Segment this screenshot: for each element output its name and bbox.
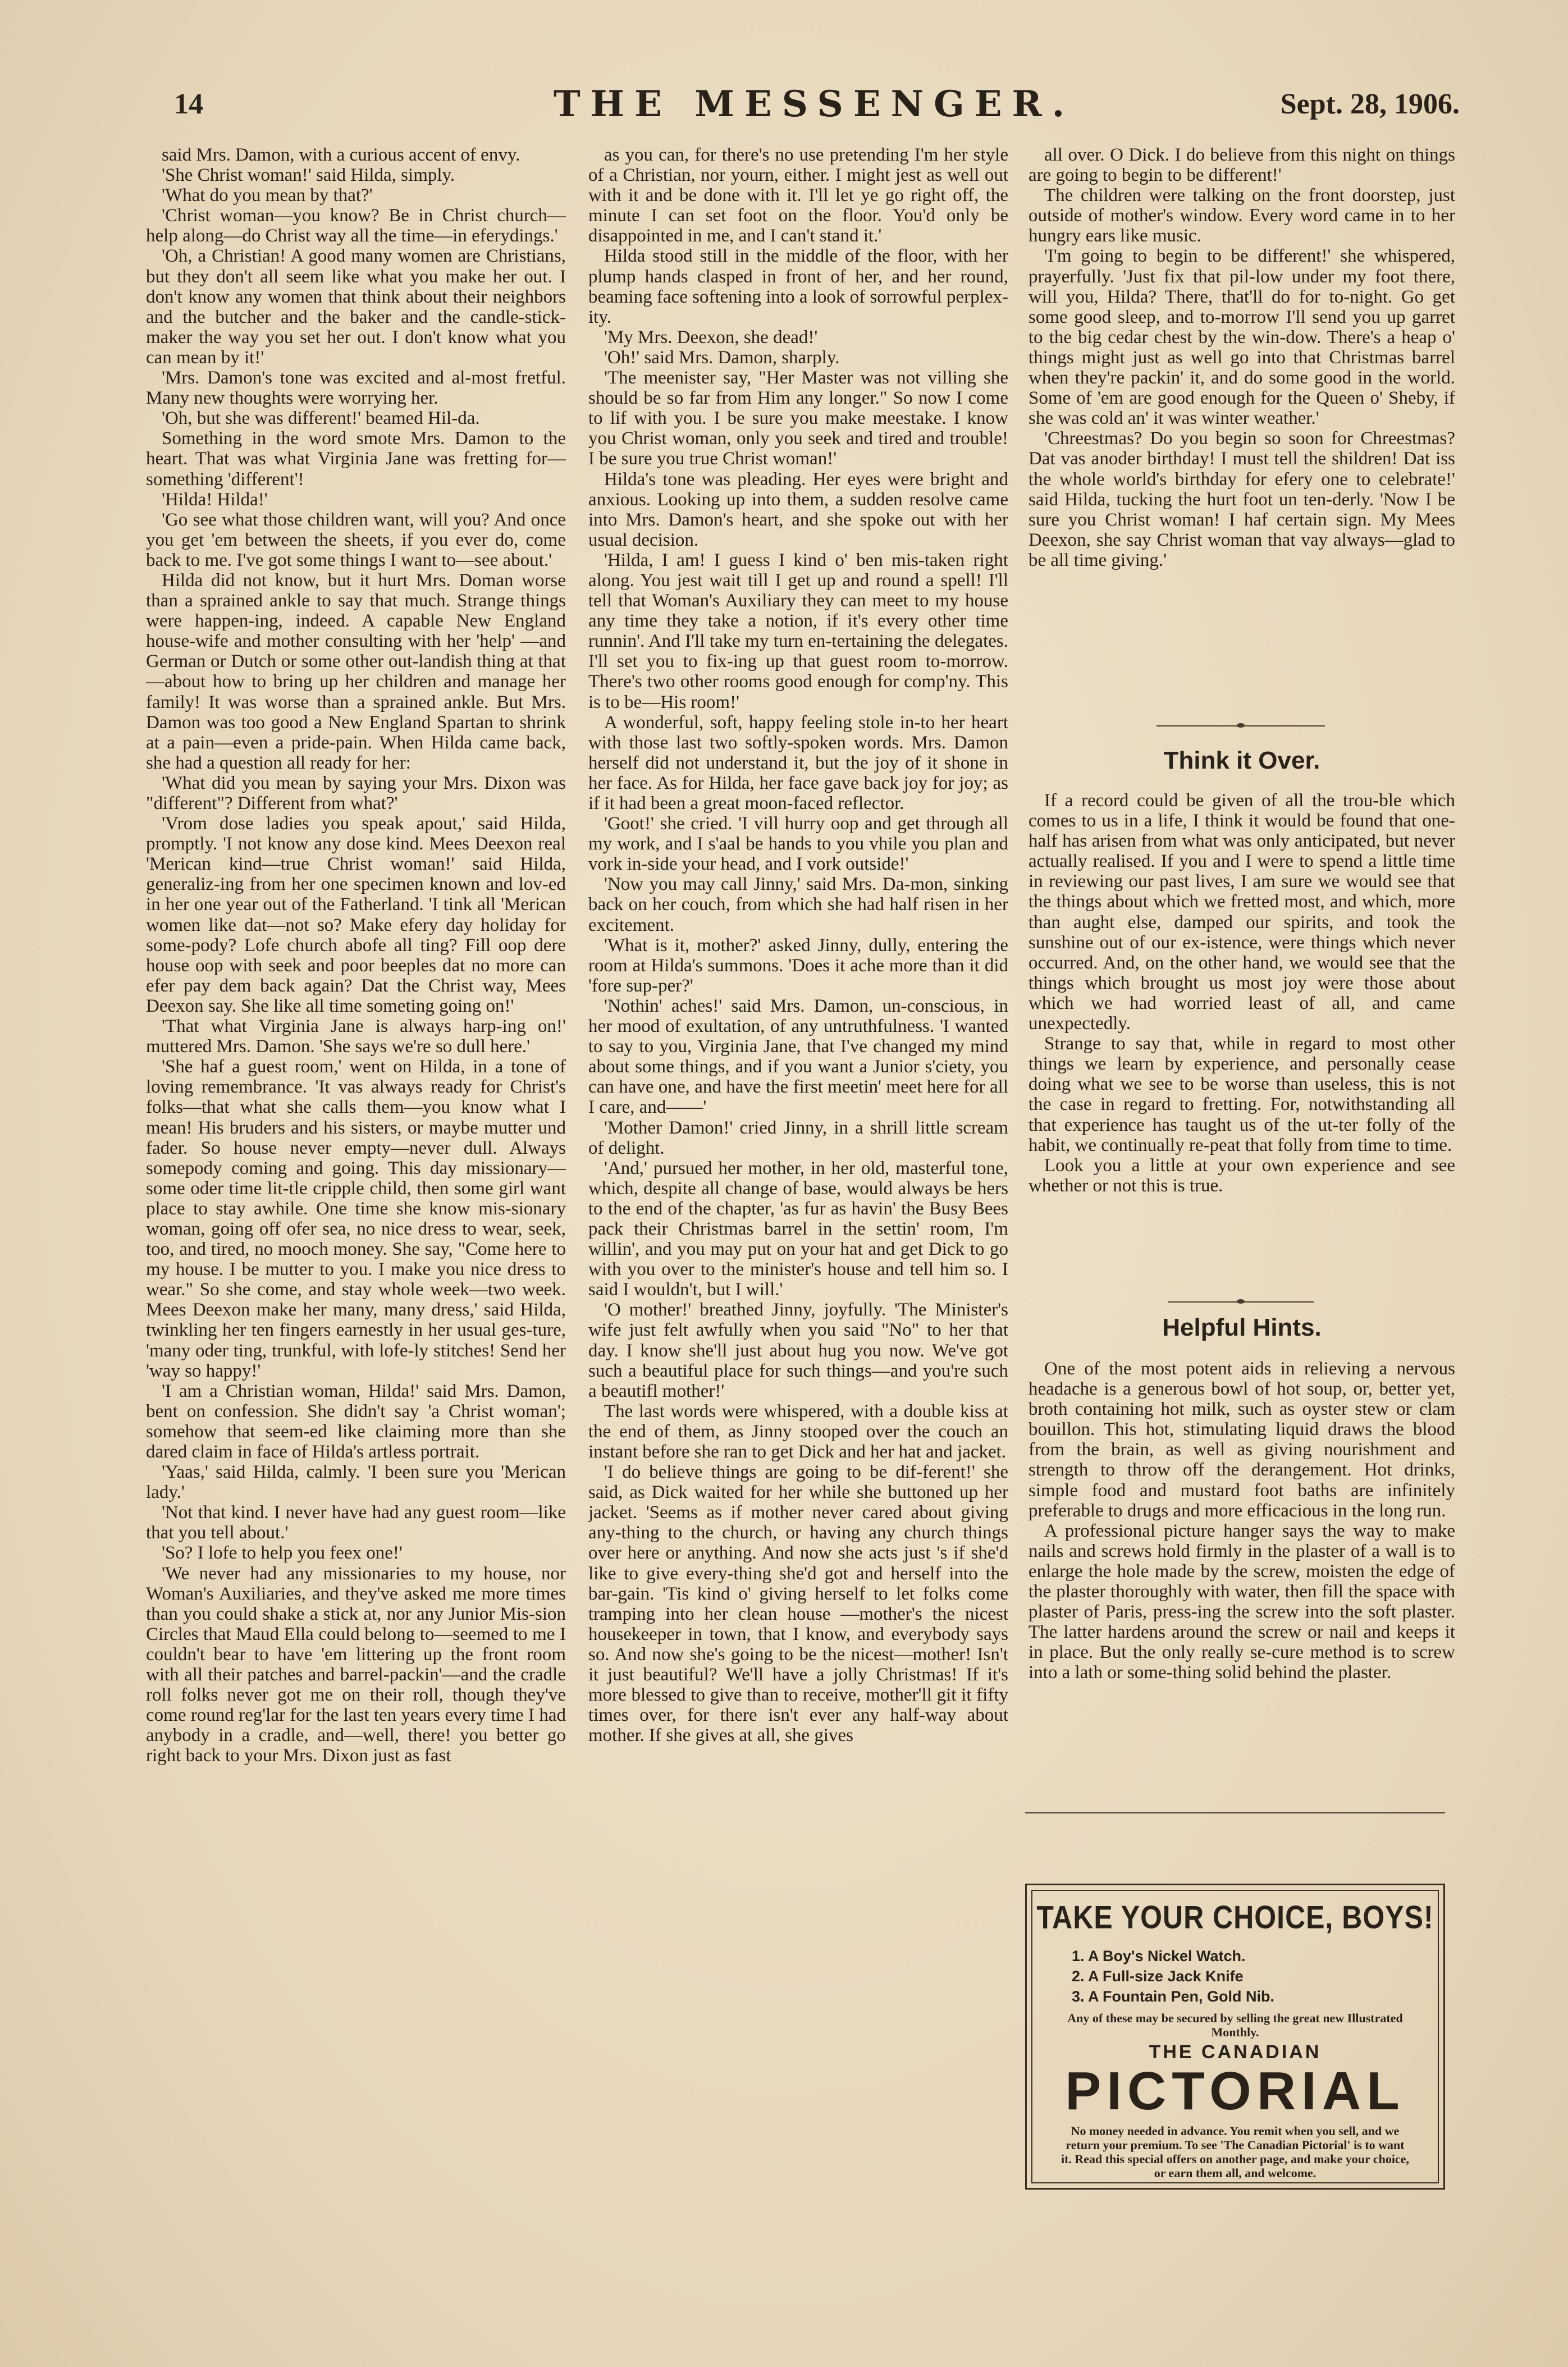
helpful-hints-body: [1028, 1359, 1455, 1802]
advertisement-brand: THE CANADIAN: [1149, 2041, 1322, 2063]
story-paragraph: 'Oh!' said Mrs. Damon, sharply.: [604, 347, 840, 368]
advertisement-brand-large: PICTORIAL: [1065, 2061, 1405, 2121]
story-paragraph: 'Hilda! Hilda!': [162, 489, 268, 510]
story-paragraph: 'Oh, but she was different!' beamed Hil-da.: [162, 408, 480, 429]
divider-ornament: [1237, 1299, 1245, 1304]
story-column-1: [146, 145, 566, 2188]
story-paragraph: 'And,' pursued her mother, in her old, masterful tone, which, despite all change of base, would always be hers to the end of the chapter, 'as fur as havin' the Busy Bees pack their Christmas barrel in the settin' room, I'm willin', and you may put on your hat and get Dick to go with you over to the minister's house and tell him so. I said I wouldn't, but I will.': [588, 1158, 1008, 1300]
story-paragraph: A wonderful, soft, happy feeling stole in-to her heart with those last two softly-spoken words. Mrs. Damon herself did not understand it, but the joy of it shone in her face. As for Hilda, her face gave back joy for joy; as if it had been a great moon-faced reflector.: [588, 712, 1008, 814]
story-paragraph: 'She Christ woman!' said Hilda, simply.: [162, 165, 455, 186]
helpful-hints-heading: Helpful Hints.: [1162, 1314, 1322, 1341]
story-paragraph: The children were talking on the front doorstep, just outside of mother's window. Every word came in to her hungry ears like music.: [1028, 185, 1455, 246]
story-paragraph: 'O mother!' breathed Jinny, joyfully. 'The Minister's wife just felt awfully when you said "No" to her that day. I know she'll just about hug you now. We've got such a beautiful place for such things—and you're such a beautifl mother!': [588, 1300, 1008, 1401]
think-it-over-heading: Think it Over.: [1163, 747, 1320, 774]
story-paragraph: 'I am a Christian woman, Hilda!' said Mrs. Damon, bent on confession. She didn't say 'a Christ woman'; somehow that seem-ed like claiming more than she dared claim in face of Hilda's artless portrait.: [146, 1381, 566, 1462]
advertisement-note: Any of these may be secured by selling the great new Illustrated Monthly.: [1067, 2011, 1403, 2039]
helpful-hints-paragraph: A professional picture hanger says the way to make nails and screws hold firmly in the plaster of a wall is to enlarge the hole made by the screw, moisten the edge of the plaster thoroughly with water, then fill the space with plaster of Paris, press-ing the screw into the soft plaster. The latter hardens around the screw or nail and keeps it in place. But the only really se-cure method is to screw into a lath or some-thing solid behind the plaster.: [1028, 1520, 1455, 1683]
story-paragraph: 'What is it, mother?' asked Jinny, dully, entering the room at Hilda's summons. 'Does it ache more than it did 'fore sup-per?': [588, 935, 1008, 996]
story-paragraph: 'My Mrs. Deexon, she dead!': [604, 327, 818, 348]
newspaper-title: THE MESSENGER.: [554, 83, 1075, 125]
divider-ornament: [1237, 723, 1245, 728]
advertisement-inner-border: [1031, 1890, 1439, 2183]
story-paragraph: 'Yaas,' said Hilda, calmly. 'I been sure you 'Merican lady.': [146, 1462, 566, 1503]
think-it-over-paragraph: If a record could be given of all the trou-ble which comes to us in a life, I think it would be found that one-half has arisen from what was only anticipated, but never actually realised. If you and I were to spend a little time in reviewing our past lives, I am sure we would see that the things about which we fretted most, and which, more than aught else, damped our spirits, and took the sunshine out of our ex-istence, were things which never occurred. And, on the other hand, we would see that the things which brought us most joy were those about which we had worried least of all, and came unexpectedly.: [1028, 790, 1455, 1034]
helpful-hints-paragraph: One of the most potent aids in relieving a nervous headache is a generous bowl of hot soup, or, better yet, broth containing hot milk, such as oyster stew or clam bouillon. This hot, stimulating liquid draws the blood from the brain, as well as giving nourishment and strength to throw off the derangement. Hot drinks, simple food and mustard foot baths are infinitely preferable to drugs and more efficacious in the long run.: [1028, 1359, 1455, 1521]
premium-item: 3. A Fountain Pen, Gold Nib.: [1072, 1988, 1274, 2005]
story-paragraph: 'Nothin' aches!' said Mrs. Damon, un-conscious, in her mood of exultation, of any untruthfulness. 'I wanted to say to you, Virginia Jane, that I've changed my mind about some things, and if you want a Junior s'ciety, you can have one, and have the first meetin' meet here for all I care, and——': [588, 995, 1008, 1118]
story-paragraph: 'Mrs. Damon's tone was excited and al-most fretful. Many new thoughts were worrying her.: [146, 368, 566, 409]
story-paragraph: 'We never had any missionaries to my house, nor Woman's Auxiliaries, and they've asked me more times than you could shake a stick at, nor any Junior Mis-sion Circles that Maud Ella could belong to—seemed to me I couldn't bear to have 'em littering up the front room with all their patches and barrel-packin'—and the cradle roll folks never got me on their roll, though they've come round reg'lar for the last ten years every time I had anybody in a cradle, and—well, there! you better go right back to your Mrs. Dixon just as fast: [146, 1563, 566, 1766]
story-paragraph: 'I do believe things are going to be dif-ferent!' she said, as Dick waited for her while she buttoned up her jacket. 'Seems as if mother never cared about giving any-thing to the church, or having any church things over here or anything. And now she acts just 's if she'd like to give every-thing she'd got and herself into the bar-gain. 'Tis kind o' giving herself to let folks come tramping into her clean house —mother's the nicest housekeeper in town, that I know, and everybody says so. And now she's going to be the nicest—mother! Isn't it just beautiful? We'll have a jolly Christmas! If it's more blessed to give than to receive, mother'll git it fifty times over, for there isn't ever any half-way about mother. If she gives at all, she gives: [588, 1462, 1008, 1746]
story-paragraph: said Mrs. Damon, with a curious accent of envy.: [162, 145, 520, 165]
story-paragraph: Something in the word smote Mrs. Damon to the heart. That was what Virginia Jane was fretting for—something 'different'!: [146, 428, 566, 490]
story-paragraph: all over. O Dick. I do believe from this night on things are going to begin to be different!': [1028, 145, 1455, 186]
story-paragraph: 'Not that kind. I never have had any guest room—like that you tell about.': [146, 1502, 566, 1543]
story-paragraph: Hilda stood still in the middle of the floor, with her plump hands clasped in front of her, and her round, beaming face softening into a look of sorrowful perplex-ity.: [588, 246, 1008, 327]
think-it-over-body: [1028, 790, 1455, 1293]
think-it-over-paragraph: Look you a little at your own experience and see whether or not this is true.: [1028, 1155, 1455, 1196]
premium-item: 2. A Full-size Jack Knife: [1072, 1968, 1244, 1985]
story-paragraph: 'The meenister say, "Her Master was not villing she should be so far from Him any longer." So now I come to lif with you. I be sure you make meestake. I know you Christ woman, only you seek and tired and trouble! I be sure you true Christ woman!': [588, 368, 1008, 469]
story-column-3: [1028, 145, 1455, 754]
story-paragraph: 'Mother Damon!' cried Jinny, in a shrill little scream of delight.: [588, 1117, 1008, 1158]
page-number: 14: [174, 88, 203, 120]
story-paragraph: 'She haf a guest room,' went on Hilda, in a tone of loving remembrance. 'It vas always ready for Christ's folks—that what she calls them—you know what I mean! His bruders and his sisters, or maybe mutter und fader. So house never empty—never dull. Always somepody coming and going. This day missionary—some oder time lit-tle cripple child, then some girl want place to stay awhile. One time she know mis-sionary woman, going off ofer sea, no nice dress to wear, seek, too, and tired, no mooch money. She say, "Come here to my house. I be mutter to you. I make you nice dress to wear." So she come, and stay whole week—two week. Mees Deexon make her many, many dress,' said Hilda, twinkling her ten fingers earnestly in her usual ges-ture, 'many oder ting, trunkful, with lofe-ly stitches! Send her 'way so happy!': [146, 1057, 566, 1381]
issue-date: Sept. 28, 1906.: [1280, 88, 1460, 120]
advertisement-footer: No money needed in advance. You remit when you sell, and we return your premium. To see 'The Canadian Pictorial' is to want it. Read this special offers on another page, and make your choice, or earn them all, and welcome.: [1060, 2124, 1410, 2180]
story-paragraph: as you can, for there's no use pretending I'm her style of a Christian, nor yourn, either. I might jest as well out with it and be done with it. I'll let ye go right off, the minute I can set foot on the floor. You'd only be disappointed in me, and I can't stand it.': [588, 145, 1008, 246]
advertisement-title: TAKE YOUR CHOICE, BOYS!: [1036, 1899, 1434, 1936]
story-paragraph: 'Vrom dose ladies you speak apout,' said Hilda, promptly. 'I not know any dose kind. Mees Deexon real 'Merican kind—true Christ woman!' said Hilda, generaliz-ing from her one specimen known and lov-ed in her one year out of the Fatherland. 'I tink all 'Merican women like dat—not so? Make efery day holiday for some-pody? Lofe church abofe all ting? Fill oop dere house oop with seek and poor beeples dat no more can efer pay dem back again? Dat the Christ way, Mees Deexon say. She like all time someting going on!': [146, 814, 566, 1016]
story-paragraph: Hilda did not know, but it hurt Mrs. Doman worse than a sprained ankle to say that much. Strange things were happen-ing, indeed. A capable New England house-wife and mother consulting with her 'help' —and German or Dutch or some other out-landish thing at that—about how to bring up her children and manage her family! It was worse than a sprained ankle. But Mrs. Damon was too good a New England Spartan to shrink at a pain—even a pride-pain. When Hilda came back, she had a question all ready for her:: [146, 570, 566, 773]
story-paragraph: 'I'm going to begin to be different!' she whispered, prayerfully. 'Just fix that pil-low under my foot there, will you, Hilda? There, that'll do for to-night. Go get some good sleep, and to-morrow I'll send you up garret to the big cedar chest by the win-dow. There's a heap o' things might just as well go into that Christmas barrel when they're packin' it, and do some good in the world. Some of 'em are good enough for the Queen o' Sheby, if she was cold an' it was winter weather.': [1028, 246, 1455, 429]
premium-list: [1072, 1946, 1438, 2007]
story-paragraph: 'Hilda, I am! I guess I kind o' ben mis-taken right along. You jest wait till I get up and round a spell! I'll tell that Woman's Auxiliary they can meet to my house any time they take a notion, if it's every other time runnin'. And I'll take my turn en-tertaining the delegates. I'll set you to fix-ing up that guest room to-morrow. There's two other rooms good enough for comp'ny. This is to be—His room!': [588, 550, 1008, 712]
story-paragraph: 'That what Virginia Jane is always harp-ing on!' muttered Mrs. Damon. 'She says we're so dull here.': [146, 1016, 566, 1057]
story-paragraph: 'What did you mean by saying your Mrs. Dixon was "different"? Different from what?': [146, 773, 566, 814]
story-paragraph: Hilda's tone was pleading. Her eyes were bright and anxious. Looking up into them, a sudden resolve came into Mrs. Damon's heart, and she spoke out with her usual decision.: [588, 469, 1008, 550]
section-divider: [1025, 1812, 1445, 1813]
story-paragraph: 'Christ woman—you know? Be in Christ church—help along—do Christ way all the time—in eferydings.': [146, 205, 566, 246]
story-paragraph: 'Go see what those children want, will you? And once you get 'em between the sheets, if you ever do, come back to me. I've got some things I want to—see about.': [146, 509, 566, 570]
story-column-2: [588, 145, 1008, 2188]
story-paragraph: 'What do you mean by that?': [162, 185, 373, 206]
think-it-over-paragraph: Strange to say that, while in regard to most other things we learn by experience, and personally cease doing what we see to be worse than useless, this is not the case in regard to fretting. For, notwithstanding all that experience has taught us of the ut-ter folly of the habit, we continually re-peat that folly from time to time.: [1028, 1034, 1455, 1155]
story-paragraph: 'Chreestmas? Do you begin so soon for Chreestmas? Dat vas anoder birthday! I must tell the shildren! Dat iss the whole world's birthday for efery one to celebrate!' said Hilda, tucking the hurt foot un ten-derly. 'Now I be sure you Christ woman! I haf certain sign. My Mees Deexon, she say Christ woman that vay always—glad to be all time giving.': [1028, 428, 1455, 570]
pictorial-advertisement: [1025, 1884, 1445, 2190]
premium-item: 1. A Boy's Nickel Watch.: [1072, 1948, 1246, 1964]
story-paragraph: 'Oh, a Christian! A good many women are Christians, but they don't all seem like what you make her out. I don't know any women that think about their neighbors and the butcher and the baker and the candle-stick-maker the way you set her out. I don't know what you can mean by it!': [146, 246, 566, 368]
story-paragraph: 'Now you may call Jinny,' said Mrs. Da-mon, sinking back on her couch, from which she had half risen in her excitement.: [588, 874, 1008, 935]
story-paragraph: 'So? I lofe to help you feex one!': [162, 1543, 403, 1564]
masthead: [174, 83, 1460, 128]
story-paragraph: The last words were whispered, with a double kiss at the end of them, as Jinny stooped over the couch an instant before she ran to get Dick and her hat and jacket.: [588, 1401, 1008, 1462]
story-paragraph: 'Goot!' she cried. 'I vill hurry oop and get through all my work, and I s'aal be hands to you vhile you plan and vork in-side your head, and I vork outside!': [588, 814, 1008, 875]
